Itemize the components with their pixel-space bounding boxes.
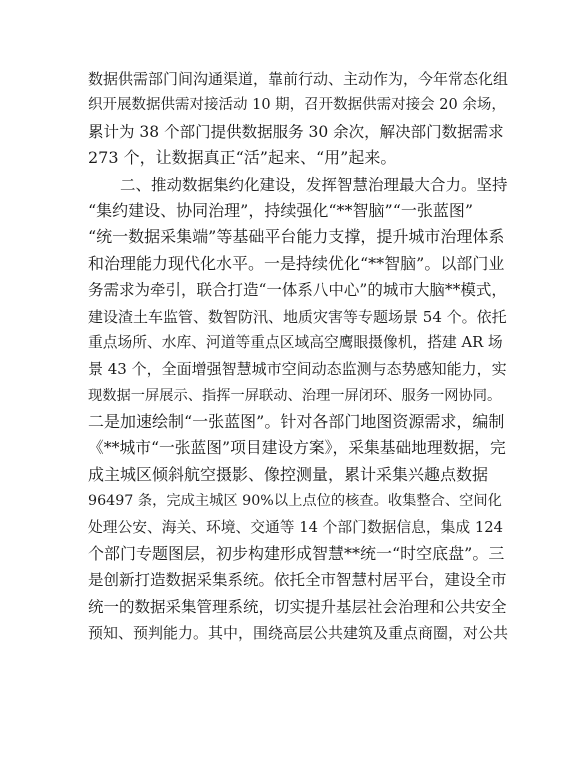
text-line: 和治理能力现代化水平。一是持续优化“**智脑”。以部门业 xyxy=(88,253,505,273)
text-line: “集约建设、协同治理”，持续强化“**智脑”“一张蓝图” xyxy=(88,200,474,220)
text-line: 务需求为牵引，联合打造“一体系八中心”的城市大脑**模式， xyxy=(88,281,507,300)
text-line: 累计为 38 个部门提供数据服务 30 余次，解决部门数据需求 xyxy=(88,122,504,141)
text-line: 现数据一屏展示、指挥一屏联动、治理一屏闭环、服务一网协同。 xyxy=(88,387,502,404)
text-line: 统一的数据采集管理系统，切实提升基层社会治理和公共安全 xyxy=(88,597,507,616)
text-line: 预知、预判能力。其中，围绕高层公共建筑及重点商圈，对公共 xyxy=(88,624,508,643)
text-line: 成主城区倾斜航空摄影、像控测量，累计采集兴趣点数据 xyxy=(88,464,489,484)
text-line: 273 个，让数据真正“活”起来、“用”起来。 xyxy=(88,148,397,168)
text-line: 二是加速绘制“一张蓝图”。针对各部门地图资源需求，编制 xyxy=(88,412,505,432)
text-line: 重点场所、水库、河道等重点区域高空鹰眼摄像机，搭建 AR 场 xyxy=(88,333,503,351)
text-line: 处理公安、海关、环境、交通等 14 个部门数据信息，集成 124 xyxy=(88,518,503,536)
text-line: 二、推动数据集约化建设，发挥智慧治理最大合力。坚持 xyxy=(120,175,508,194)
text-line: 是创新打造数据采集系统。依托全市智慧村居平台，建设全市 xyxy=(88,571,507,590)
text-line: 96497 条，完成主城区 90%以上点位的核查。收集整合、空间化 xyxy=(88,493,502,510)
document-body xyxy=(88,66,508,647)
text-line: 建设渣土车监管、数智防汛、地质灾害等专题场景 54 个。依托 xyxy=(88,307,507,326)
text-line: 织开展数据供需对接活动 10 期，召开数据供需对接会 20 余场， xyxy=(88,97,506,114)
text-line: “统一数据采集端”等基础平台能力支撑，提升城市治理体系 xyxy=(88,227,505,247)
text-line: 数据供需部门间沟通渠道，靠前行动、主动作为，今年常态化组 xyxy=(88,70,508,88)
text-line: 《**城市“一张蓝图”项目建设方案》，采集基础地理数据，完 xyxy=(88,438,506,458)
text-line: 个部门专题图层，初步构建形成智慧**统一“时空底盘”。三 xyxy=(88,544,505,564)
text-line: 景 43 个，全面增强智慧城市空间动态监测与态势感知能力，实 xyxy=(88,360,507,379)
